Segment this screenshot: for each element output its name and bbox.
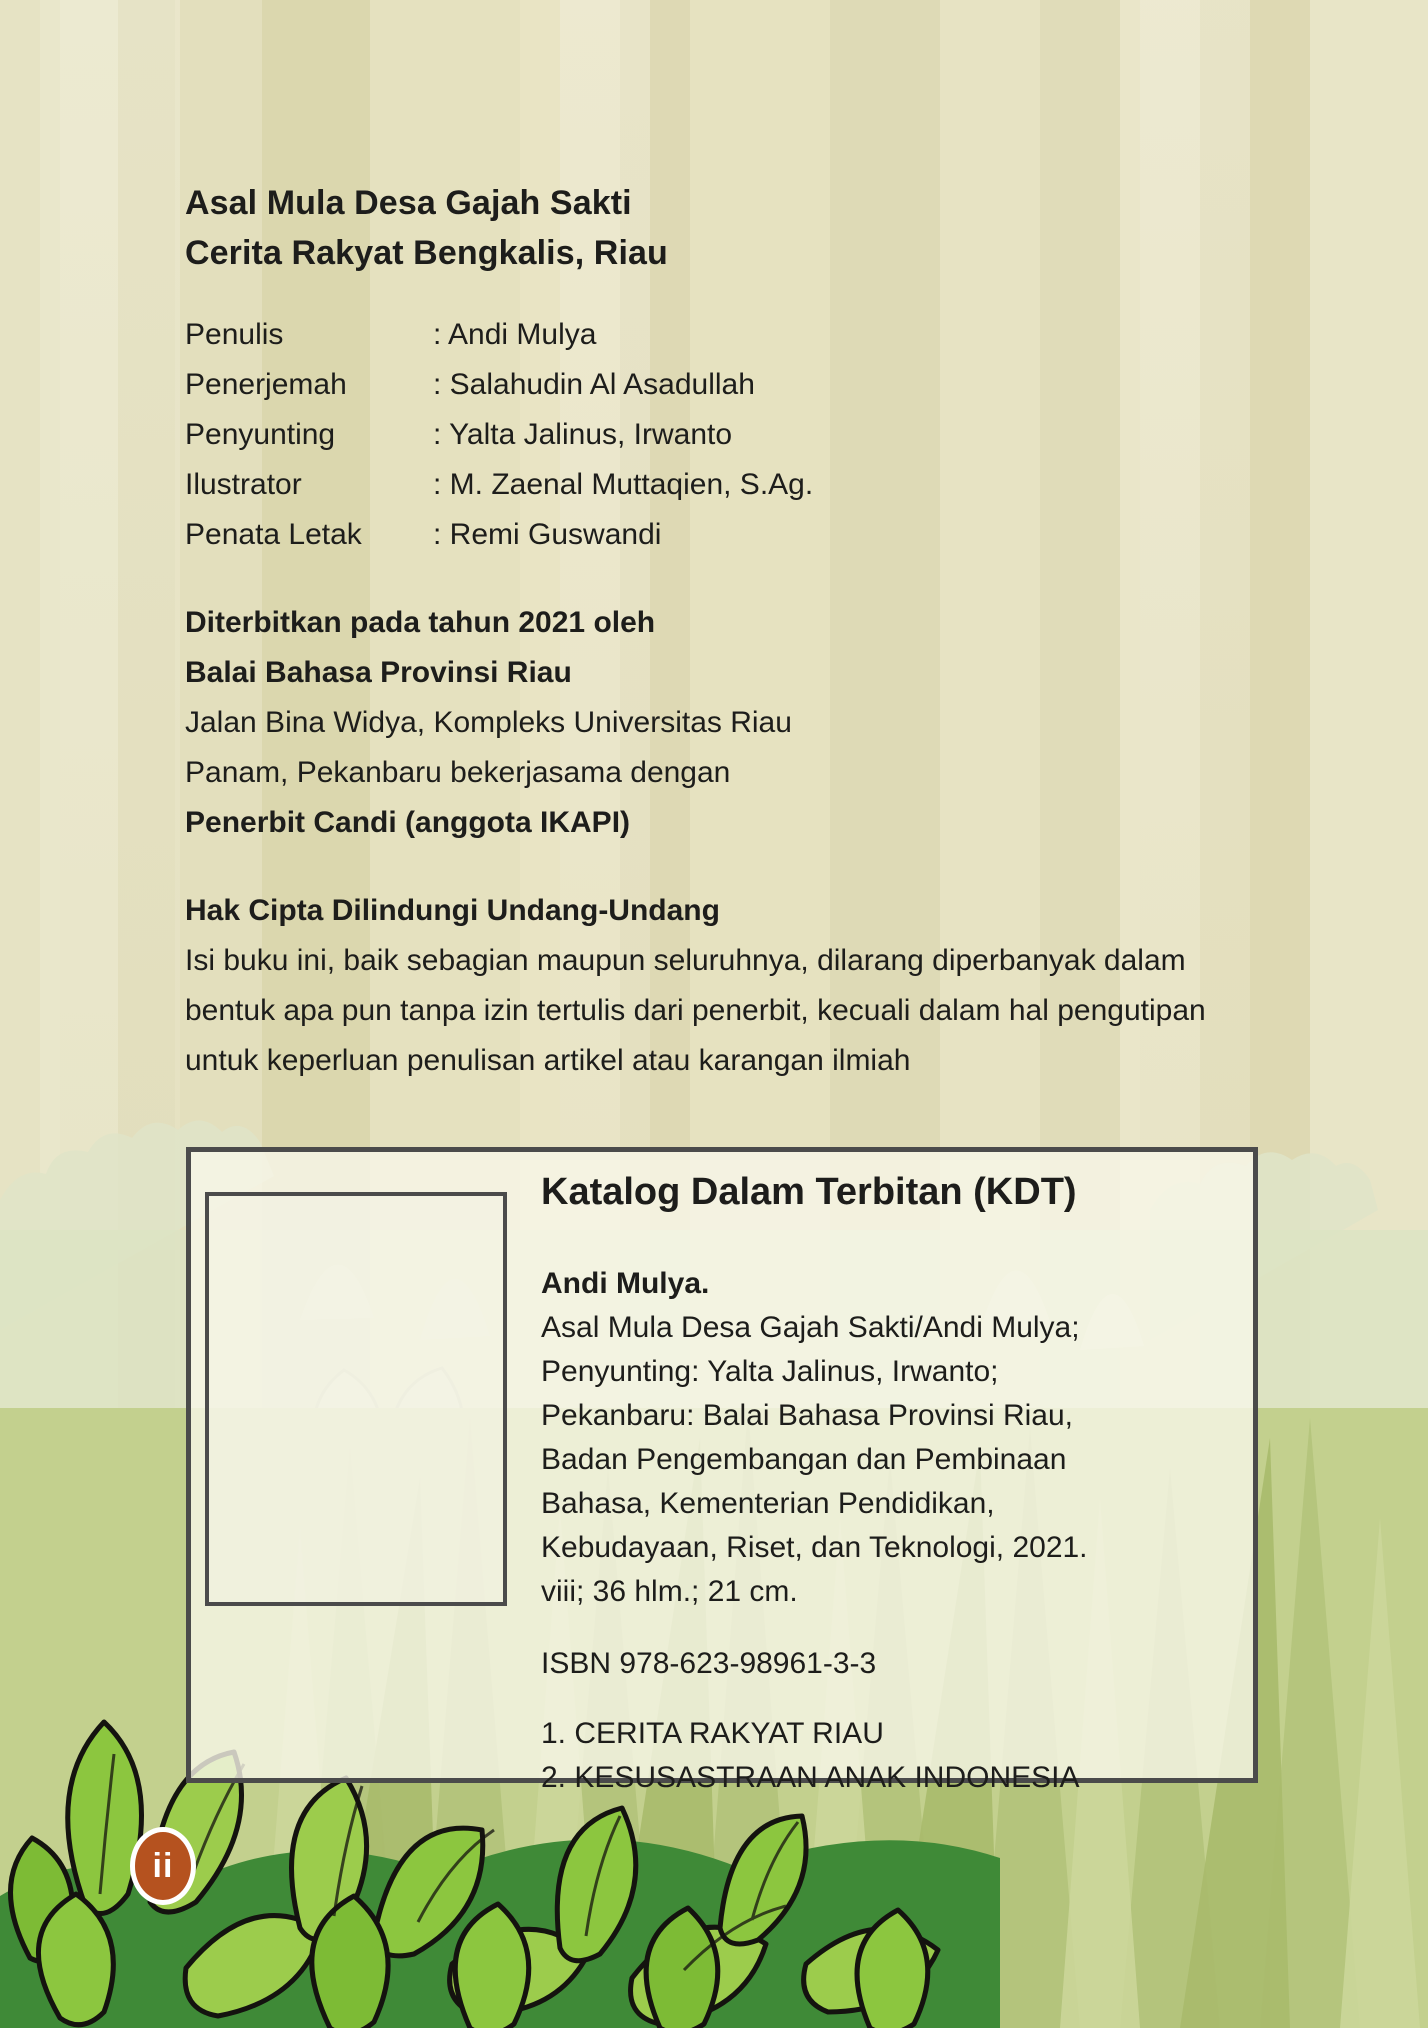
publisher-year-line: Diterbitkan pada tahun 2021 oleh bbox=[185, 606, 656, 639]
rights-heading: Hak Cipta Dilindungi Undang-Undang bbox=[185, 894, 720, 927]
publisher-address-line-2: Panam, Pekanbaru bekerjasama dengan bbox=[185, 756, 731, 789]
kdt-catalog-box bbox=[186, 1147, 1258, 1794]
kdt-title: Katalog Dalam Terbitan (KDT) bbox=[541, 1171, 1077, 1213]
book-subtitle: Cerita Rakyat Bengkalis, Riau bbox=[185, 234, 668, 272]
publisher-block bbox=[185, 598, 1285, 848]
credits-list bbox=[185, 310, 1285, 560]
credit-row bbox=[185, 310, 1285, 360]
credit-value: : M. Zaenal Muttaqien, S.Ag. bbox=[433, 468, 814, 501]
publisher-name: Balai Bahasa Provinsi Riau bbox=[185, 656, 572, 689]
kdt-entry-line: Asal Mula Desa Gajah Sakti/Andi Mulya; bbox=[541, 1311, 1080, 1344]
credit-label: Penulis bbox=[185, 318, 284, 351]
kdt-subject-item: 2. KESUSASTRAAN ANAK INDONESIA bbox=[541, 1761, 1080, 1794]
kdt-entry-line: viii; 36 hlm.; 21 cm. bbox=[541, 1575, 798, 1608]
credit-value: : Remi Guswandi bbox=[433, 518, 662, 551]
rights-body: Isi buku ini, baik sebagian maupun seluruhnya, dilarang diperbanyak dalam bentuk apa pun tanpa izin tertulis dari penerbit, kecuali dalam hal pengutipan untuk keperluan penulisan artikel atau karangan ilmiah bbox=[185, 944, 1206, 1077]
credit-label: Penyunting bbox=[185, 418, 336, 451]
credit-label: Ilustrator bbox=[185, 468, 302, 501]
kdt-author: Andi Mulya. bbox=[541, 1267, 710, 1300]
kdt-entry-line: Bahasa, Kementerian Pendidikan, bbox=[541, 1487, 995, 1520]
kdt-subject-item: 1. CERITA RAKYAT RIAU bbox=[541, 1717, 884, 1750]
kdt-entry-line: Penyunting: Yalta Jalinus, Irwanto; bbox=[541, 1355, 999, 1388]
kdt-entry-line: Kebudayaan, Riset, dan Teknologi, 2021. bbox=[541, 1531, 1088, 1564]
copyright-text-block bbox=[185, 178, 1285, 1086]
credit-row bbox=[185, 460, 1285, 510]
book-title: Asal Mula Desa Gajah Sakti bbox=[185, 184, 632, 222]
credit-row bbox=[185, 410, 1285, 460]
kdt-entry-line: Pekanbaru: Balai Bahasa Provinsi Riau, bbox=[541, 1399, 1073, 1432]
kdt-entry-line: Badan Pengembangan dan Pembinaan bbox=[541, 1443, 1067, 1476]
publisher-partner: Penerbit Candi (anggota IKAPI) bbox=[185, 806, 631, 839]
credit-label: Penerjemah bbox=[185, 368, 347, 401]
rights-block bbox=[185, 886, 1265, 1086]
page-number-badge: ii bbox=[130, 1827, 196, 1905]
credit-value: : Salahudin Al Asadullah bbox=[433, 368, 755, 401]
credit-label: Penata Letak bbox=[185, 518, 362, 551]
credit-row bbox=[185, 510, 1285, 560]
kdt-text-column bbox=[541, 1164, 1241, 1800]
kdt-isbn: ISBN 978-623-98961-3-3 bbox=[541, 1647, 877, 1680]
kdt-subject-list bbox=[541, 1712, 1241, 1800]
kdt-cover-thumbnail-frame bbox=[205, 1192, 507, 1606]
credit-value: : Yalta Jalinus, Irwanto bbox=[433, 418, 733, 451]
publisher-address-line-1: Jalan Bina Widya, Kompleks Universitas Riau bbox=[185, 706, 792, 739]
credit-row bbox=[185, 360, 1285, 410]
credit-value: : Andi Mulya bbox=[433, 318, 597, 351]
